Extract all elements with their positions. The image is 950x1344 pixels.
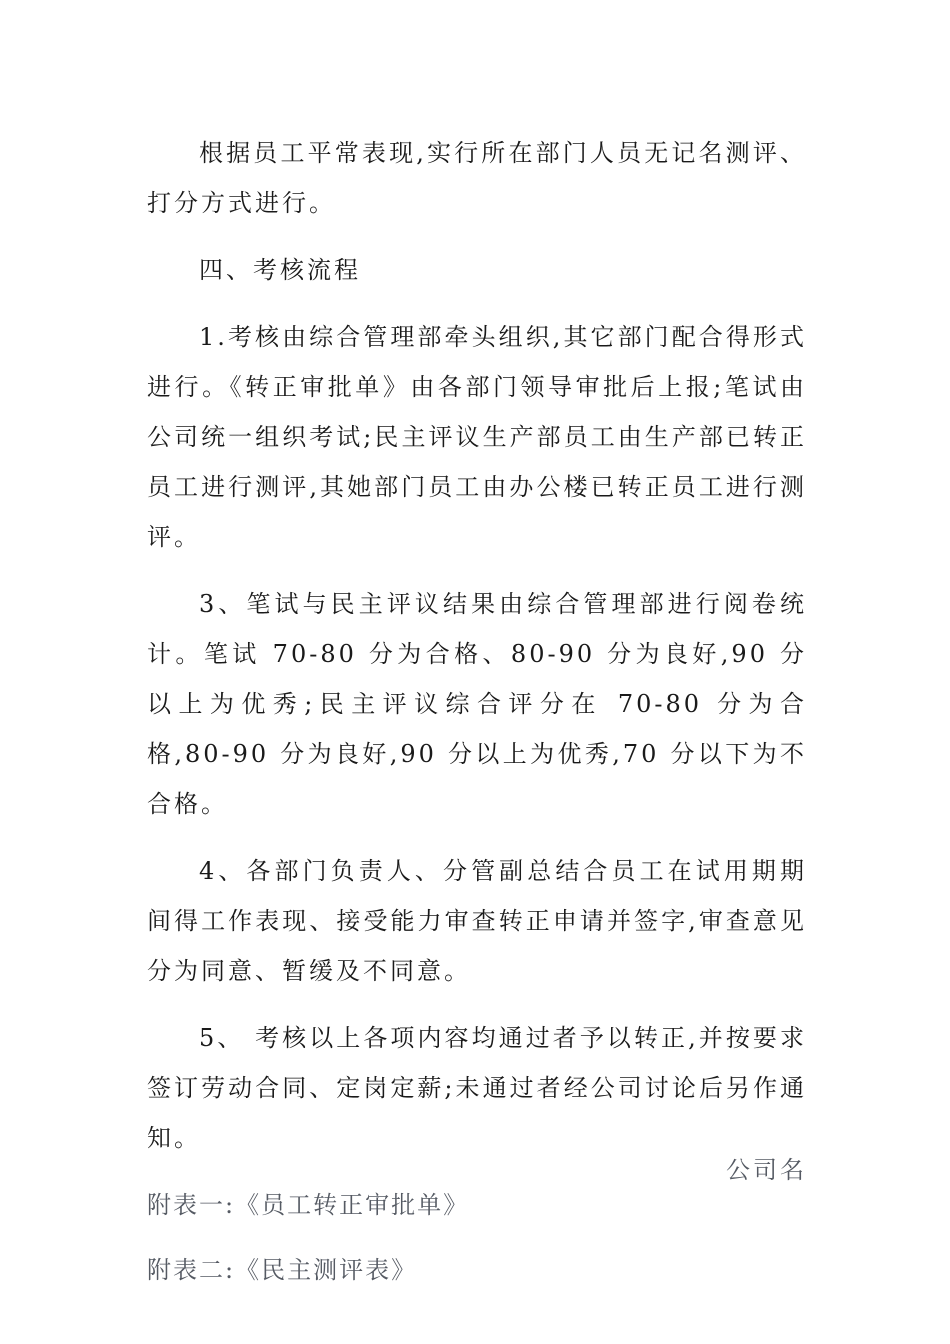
appendix-1: 附表一:《员工转正审批单》	[147, 1191, 470, 1219]
paragraph-evaluation-method: 根据员工平常表现,实行所在部门人员无记名测评、打分方式进行。	[147, 139, 807, 217]
paragraph-step-1: 1.考核由综合管理部牵头组织,其它部门配合得形式进行。《转正审批单》由各部门领导审批后上报;笔试由公司统一组织考试;民主评议生产部员工由生产部已转正员工进行测评,其她部门员工由办公楼已转正员工进行测评。	[147, 323, 807, 551]
appendix-2: 附表二:《民主测评表》	[147, 1256, 418, 1284]
paragraph-step-5: 5、 考核以上各项内容均通过者予以转正,并按要求签订劳动合同、定岗定薪;未通过者经公司讨论后另作通知。	[147, 1024, 807, 1152]
company-name: 公司名	[726, 1156, 807, 1184]
document-body	[147, 128, 807, 1295]
section-heading-process: 四、考核流程	[199, 256, 361, 284]
paragraph-step-3: 3、笔试与民主评议结果由综合管理部进行阅卷统计。笔试 70-80 分为合格、80-90 分为良好,90 分以上为优秀;民主评议综合评分在 70-80 分为合格,80-90 分为良好,90 分以上为优秀,70 分以下为不合格。	[147, 590, 807, 818]
paragraph-step-4: 4、各部门负责人、分管副总结合员工在试用期期间得工作表现、接受能力审查转正申请并签字,审查意见分为同意、暂缓及不同意。	[147, 857, 807, 985]
